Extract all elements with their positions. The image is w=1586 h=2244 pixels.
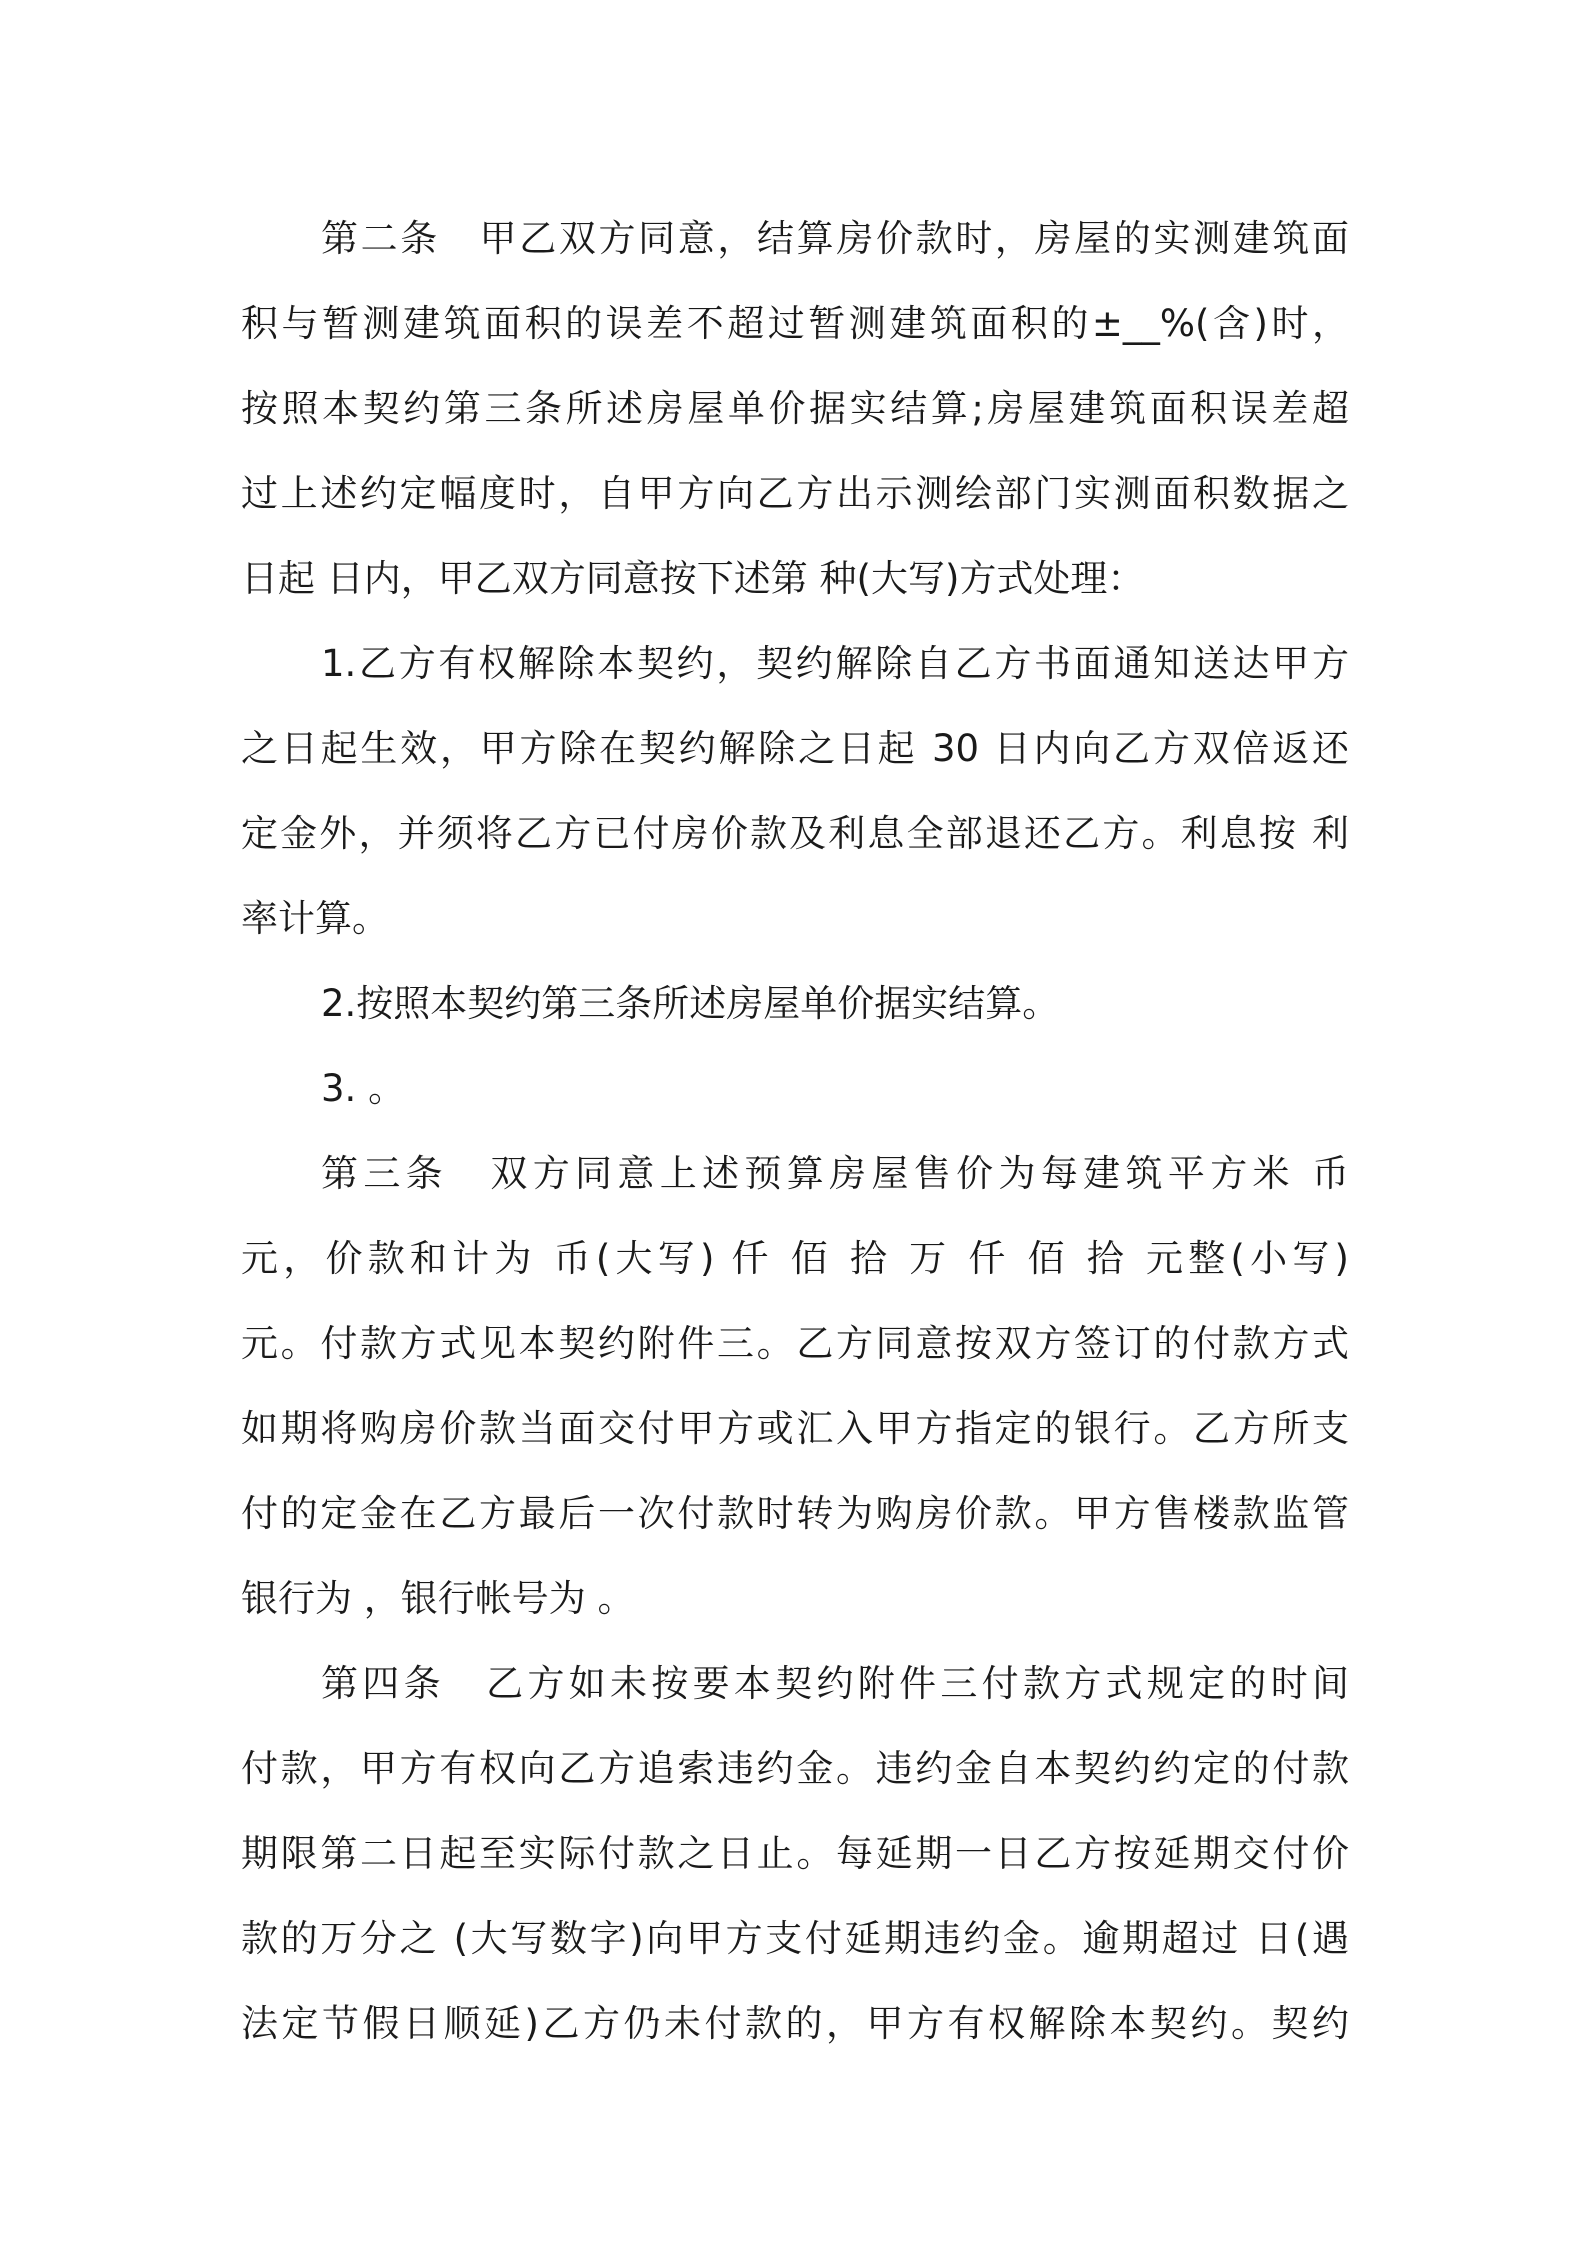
text-line: 如期将购房价款当面交付甲方或汇入甲方指定的银行。乙方所支 [241, 1407, 1349, 1450]
text-line: 第四条 乙方如未按要本契约附件三付款方式规定的时间 [321, 1662, 1349, 1705]
text-line: 银行为 ，银行帐号为 。 [241, 1577, 635, 1620]
text-line: 日起 日内，甲乙双方同意按下述第 种(大写)方式处理： [241, 557, 1145, 600]
text-line: 1.乙方有权解除本契约，契约解除自乙方书面通知送达甲方 [321, 642, 1349, 685]
text-line: 款的万分之 (大写数字)向甲方支付延期违约金。逾期超过 日(遇 [241, 1917, 1349, 1960]
text-line: 元。付款方式见本契约附件三。乙方同意按双方签订的付款方式 [241, 1322, 1349, 1365]
text-line: 过上述约定幅度时，自甲方向乙方出示测绘部门实测面积数据之 [241, 472, 1349, 515]
text-line: 2.按照本契约第三条所述房屋单价据实结算。 [321, 982, 1060, 1025]
text-line: 按照本契约第三条所述房屋单价据实结算;房屋建筑面积误差超 [241, 387, 1349, 430]
text-line: 第二条 甲乙双方同意，结算房价款时，房屋的实测建筑面 [321, 217, 1349, 260]
text-line: 率计算。 [241, 897, 389, 940]
text-line: 之日起生效，甲方除在契约解除之日起 30 日内向乙方双倍返还 [241, 727, 1349, 770]
text-line: 元，价款和计为 币(大写) 仟 佰 拾 万 仟 佰 拾 元整(小写) [241, 1237, 1349, 1280]
text-line: 定金外，并须将乙方已付房价款及利息全部退还乙方。利息按 利 [241, 812, 1349, 855]
text-line: 付的定金在乙方最后一次付款时转为购房价款。甲方售楼款监管 [241, 1492, 1349, 1535]
text-line: 期限第二日起至实际付款之日止。每延期一日乙方按延期交付价 [241, 1832, 1349, 1875]
text-line: 法定节假日顺延)乙方仍未付款的，甲方有权解除本契约。契约 [241, 2002, 1349, 2045]
text-line: 付款，甲方有权向乙方追索违约金。违约金自本契约约定的付款 [241, 1747, 1349, 1790]
text-line: 3. 。 [321, 1067, 406, 1110]
text-line: 第三条 双方同意上述预算房屋售价为每建筑平方米 币 [321, 1152, 1349, 1195]
document-body [241, 196, 1349, 2066]
text-line: 积与暂测建筑面积的误差不超过暂测建筑面积的±__%(含)时， [241, 302, 1349, 345]
